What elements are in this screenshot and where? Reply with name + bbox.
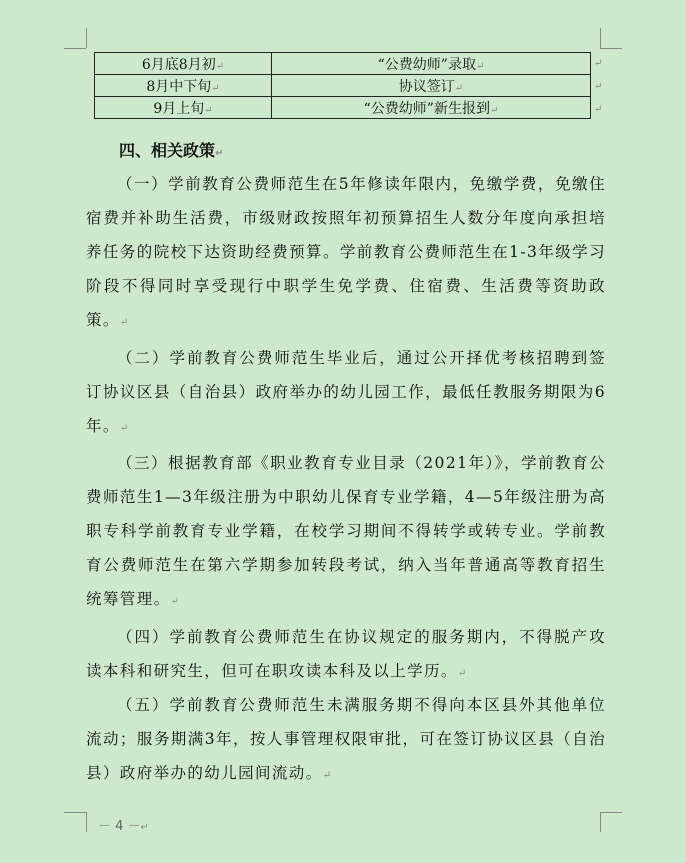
crop-mark-bottom-left (86, 812, 87, 832)
row-end-mark: ↵ (594, 104, 603, 115)
crop-mark-top-right (600, 48, 622, 49)
paragraph-policy-2[interactable]: （二）学前教育公费师范生毕业后，通过公开择优考核招聘到签订协议区县（自治县）政府举办的幼儿园工作，最低任教服务期限为6年。↵ (86, 349, 606, 435)
crop-mark-top-left (64, 48, 86, 49)
table-row[interactable] (95, 97, 591, 119)
table-cell-event[interactable]: “公费幼师”新生报到↵ (272, 97, 591, 119)
table-row[interactable] (95, 53, 591, 75)
table-cell-date[interactable]: 8月中下旬↵ (95, 75, 272, 97)
table-row[interactable] (95, 75, 591, 97)
paragraph-policy-4[interactable]: （四）学前教育公费师范生在协议规定的服务期内，不得脱产攻读本科和研究生，但可在职攻读本科及以上学历。↵ (86, 628, 606, 680)
table-cell-event[interactable]: 协议签订↵ (272, 75, 591, 97)
paragraph-policy-1[interactable]: （一）学前教育公费师范生在5年修读年限内，免缴学费，免缴住宿费并补助生活费，市级财政按照年初预算招生人数分年度向承担培养任务的院校下达资助经费预算。学前教育公费师范生在1-3年级学习阶段不得同时享受现行中职学生免学费、住宿费、生活费等资助政策。↵ (86, 175, 606, 329)
paragraph-policy-5[interactable]: （五）学前教育公费师范生未满服务期不得向本区县外其他单位流动；服务期满3年，按人事管理权限审批，可在签订协议区县（自治县）政府举办的幼儿园间流动。↵ (86, 696, 606, 782)
paragraph-policy-3[interactable]: （三）根据教育部《职业教育专业目录（2021年）》，学前教育公费师范生1—3年级注册为中职幼儿保育专业学籍，4—5年级注册为高职专科学前教育专业学籍，在校学习期间不得转学或转专业。学前教育公费师范生在第六学期参加转段考试，纳入当年普通高等教育招生统筹管理。↵ (86, 454, 606, 608)
crop-mark-bottom-right (600, 812, 601, 832)
row-end-mark: ↵ (594, 81, 603, 92)
table-cell-date[interactable]: 6月底8月初↵ (95, 53, 272, 75)
crop-mark-top-left (86, 28, 87, 48)
crop-mark-bottom-left (64, 812, 86, 813)
page-number: － 4 －↵ (98, 819, 149, 834)
section-heading[interactable]: 四、相关政策↵ (119, 141, 224, 160)
table-cell-event[interactable]: “公费幼师”录取↵ (272, 53, 591, 75)
row-end-mark: ↵ (594, 58, 603, 69)
crop-mark-bottom-right (600, 812, 622, 813)
table-cell-date[interactable]: 9月上旬↵ (95, 97, 272, 119)
schedule-table[interactable] (94, 52, 591, 119)
crop-mark-top-right (600, 28, 601, 48)
